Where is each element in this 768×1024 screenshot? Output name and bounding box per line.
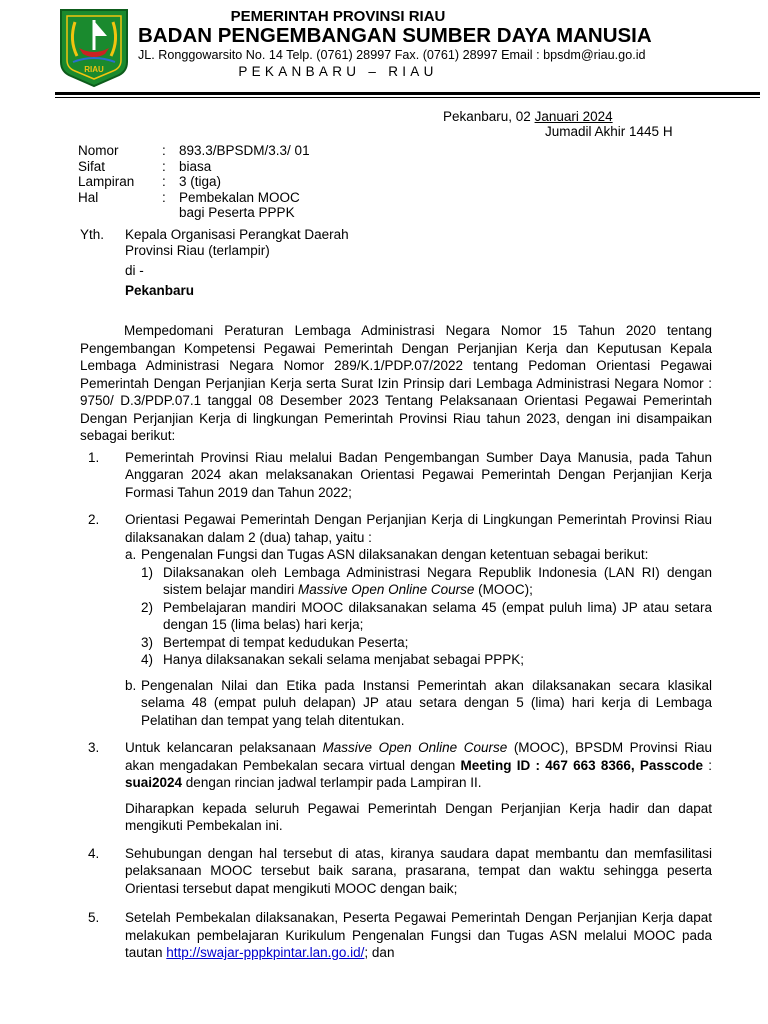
sub-item-letter: a. [125, 547, 137, 562]
meeting-id-value: 467 663 8366, [545, 757, 635, 773]
list-item-3 [80, 739, 712, 835]
meta-colon: : [162, 143, 166, 158]
meta-row-hal-cont [78, 205, 379, 221]
meta-row-hal [78, 190, 379, 206]
letter-body [80, 322, 712, 962]
letter-date-hijri: Jumadil Akhir 1445 H [545, 124, 673, 139]
meta-row-lampiran [78, 174, 379, 190]
letterhead-rule-thick [55, 92, 760, 95]
item-text: Pemerintah Provinsi Riau melalui Badan Pengembangan Sumber Daya Manusia, pada Tahun Anggaran 2024 akan melaksanakan Orientasi Pegawai Pemerintah Dengan Perjanjian Kerja Formasi Tahun 2019 dan Tahun 2022; [125, 449, 712, 500]
letterhead-government: PEMERINTAH PROVINSI RIAU [230, 8, 446, 25]
item-text-end: ; dan [364, 945, 395, 960]
meta-row-nomor [78, 143, 379, 159]
sub-sub-number: 1) [141, 564, 154, 580]
letterhead-contact: JL. Ronggowarsito No. 14 Telp. (0761) 28997 Fax. (0761) 28997 Email : bpsdm@riau.go.id [138, 48, 646, 62]
meta-label: Hal [78, 189, 99, 205]
intro-paragraph: Mempedomani Peraturan Lembaga Administrasi Negara Nomor 15 Tahun 2020 tentang Pengembangan Kompetensi Pegawai Pemerintah Dengan Perjanjian Kerja dan Keputusan Kepala Lembaga Administrasi Negara Nomor 289/K.1/PDP.07/2022 tentang Pedoman Orientasi Pegawai Pemerintah Dengan Perjanjian Kerja serta Surat Izin Prinsip dari Lembaga Administrasi Negara Nomor : 9750/ D.3/PDP.07.1 tanggal 08 Desember 2023 Tentang Pelaksanaan Orientasi Pegawai Pemerintah Dengan Perjanjian Kerja di lingkungan Pemerintah Provinsi Riau tahun 2023, dengan ini disampaikan sebagai berikut: [80, 323, 712, 443]
sub-sub-text: Hanya dilaksanakan sekali selama menjabat sebagai PPPK; [163, 652, 524, 667]
date-month-year: Januari 2024 [534, 109, 613, 124]
meta-value: bagi Peserta PPPK [179, 205, 295, 220]
sub-sub-item-1 [125, 564, 712, 599]
meta-label [78, 205, 162, 221]
sub-sub-number: 3) [141, 634, 154, 650]
list-item-1 [80, 449, 712, 502]
sub-sub-item-4 [125, 651, 712, 669]
mooc-italic: Massive Open Online Course [298, 582, 475, 597]
sub-sub-text: Dilaksanakan oleh Lembaga Administrasi Negara Republik Indonesia (LAN RI) dengan sistem belajar mandiri [163, 564, 712, 597]
item-number: 1. [88, 449, 100, 465]
mooc-italic: Massive Open Online Course [322, 740, 508, 755]
letter-meta [78, 143, 379, 221]
sub-sub-text: Bertempat di tempat kedudukan Peserta; [163, 634, 409, 650]
item-number: 2. [88, 512, 100, 527]
sub-sub-number: 2) [141, 599, 154, 615]
sub-sub-item-2 [125, 599, 712, 634]
sub-sub-number: 4) [141, 652, 154, 667]
meta-value: 893.3/BPSDM/3.3/ 01 [179, 143, 310, 158]
meta-colon: : [162, 158, 166, 174]
passcode-value: suai2024 [125, 775, 183, 790]
item-number: 4. [88, 845, 100, 861]
meta-colon: : [162, 174, 166, 189]
letterhead-agency: BADAN PENGEMBANGAN SUMBER DAYA MANUSIA [138, 24, 652, 47]
item-number: 3. [88, 740, 100, 755]
meta-row-sifat [78, 159, 379, 175]
list-item-4 [80, 845, 712, 898]
meta-value: Pembekalan MOOC [179, 189, 300, 205]
meta-value: biasa [179, 158, 212, 174]
meta-colon: : [162, 189, 166, 205]
recipient-city: Pekanbaru [125, 283, 195, 298]
sub-item-text: Pengenalan Nilai dan Etika pada Instansi Pemerintah akan dilaksanakan secara klasikal selama 48 (empat puluh delapan) JP atau setara dengan 5 (lima) hari kerja di Lembaga Pelatihan dan tempat yang telah ditentukan. [141, 677, 712, 728]
meta-label: Lampiran [78, 174, 135, 189]
sub-item-a [125, 546, 712, 669]
item-text: Orientasi Pegawai Pemerintah Dengan Perjanjian Kerja di Lingkungan Pemerintah Provinsi Riau dilaksanakan dalam 2 (dua) tahap, yaitu : [125, 512, 712, 545]
sub-sub-text: Pembelajaran mandiri MOOC dilaksanakan selama 45 (empat puluh lima) JP atau setara dengan 15 (lima belas) hari kerja; [163, 599, 712, 632]
sub-sub-text-end: (MOOC); [474, 582, 533, 597]
letter-date [443, 109, 613, 124]
meeting-id-label: Meeting ID [460, 757, 531, 773]
sub-item-letter: b. [125, 677, 137, 693]
mooc-link[interactable]: http://swajar-pppkpintar.lan.go.id/ [166, 945, 365, 960]
recipient-line1: Kepala Organisasi Perangkat Daerah [125, 227, 349, 242]
letterhead-city: PEKANBARU – RIAU [238, 64, 438, 79]
logo-text: RIAU [84, 65, 104, 74]
riau-emblem-icon [55, 6, 133, 88]
recipient-address [80, 227, 349, 298]
sub-item-b [125, 677, 712, 730]
item-text: Setelah Pembekalan dilaksanakan, Peserta Pegawai Pemerintah Dengan Perjanjian Kerja dapat melakukan pembelajaran Kurikulum Pengenalan Fungsi dan Tugas ASN melalui MOOC pada tautan [125, 910, 712, 960]
passcode-label: Passcode [639, 757, 703, 773]
letterhead-rule-thin [55, 97, 760, 98]
recipient-di: di - [125, 263, 144, 278]
list-item-5 [80, 909, 712, 962]
item-text: Untuk kelancaran pelaksanaan Massive Open Online Course (MOOC), BPSDM Provinsi Riau akan mengadakan Pembekalan secara virtual dengan Meeting ID : 467 663 8366, Passcode : suai2024 dengan rincian jadwal terlampir pada Lampiran II. [125, 740, 712, 790]
item-number: 5. [88, 910, 100, 925]
recipient-prefix: Yth. [80, 227, 105, 242]
date-place: Pekanbaru, 02 [443, 109, 535, 124]
sub-sub-item-3 [125, 634, 712, 652]
item-text: Sehubungan dengan hal tersebut di atas, kiranya saudara dapat membantu dan memfasilitasi pelaksanaan MOOC tersebut baik sarana, prasarana, tempat dan waktu sehingga peserta Orientasi tersebut dapat mengikuti MOOC dengan baik; [125, 845, 712, 896]
sub-item-text: Pengenalan Fungsi dan Tugas ASN dilaksanakan dengan ketentuan sebagai berikut: [141, 547, 649, 562]
meta-colon [162, 205, 179, 221]
meta-value: 3 (tiga) [179, 174, 222, 189]
meta-label: Sifat [78, 158, 106, 174]
recipient-line2: Provinsi Riau (terlampir) [125, 242, 270, 258]
list-item-2 [80, 511, 712, 729]
item-follow-text: Diharapkan kepada seluruh Pegawai Pemerintah Dengan Perjanjian Kerja hadir dan dapat mengikuti Pembekalan ini. [125, 800, 712, 833]
meta-label: Nomor [78, 143, 119, 158]
